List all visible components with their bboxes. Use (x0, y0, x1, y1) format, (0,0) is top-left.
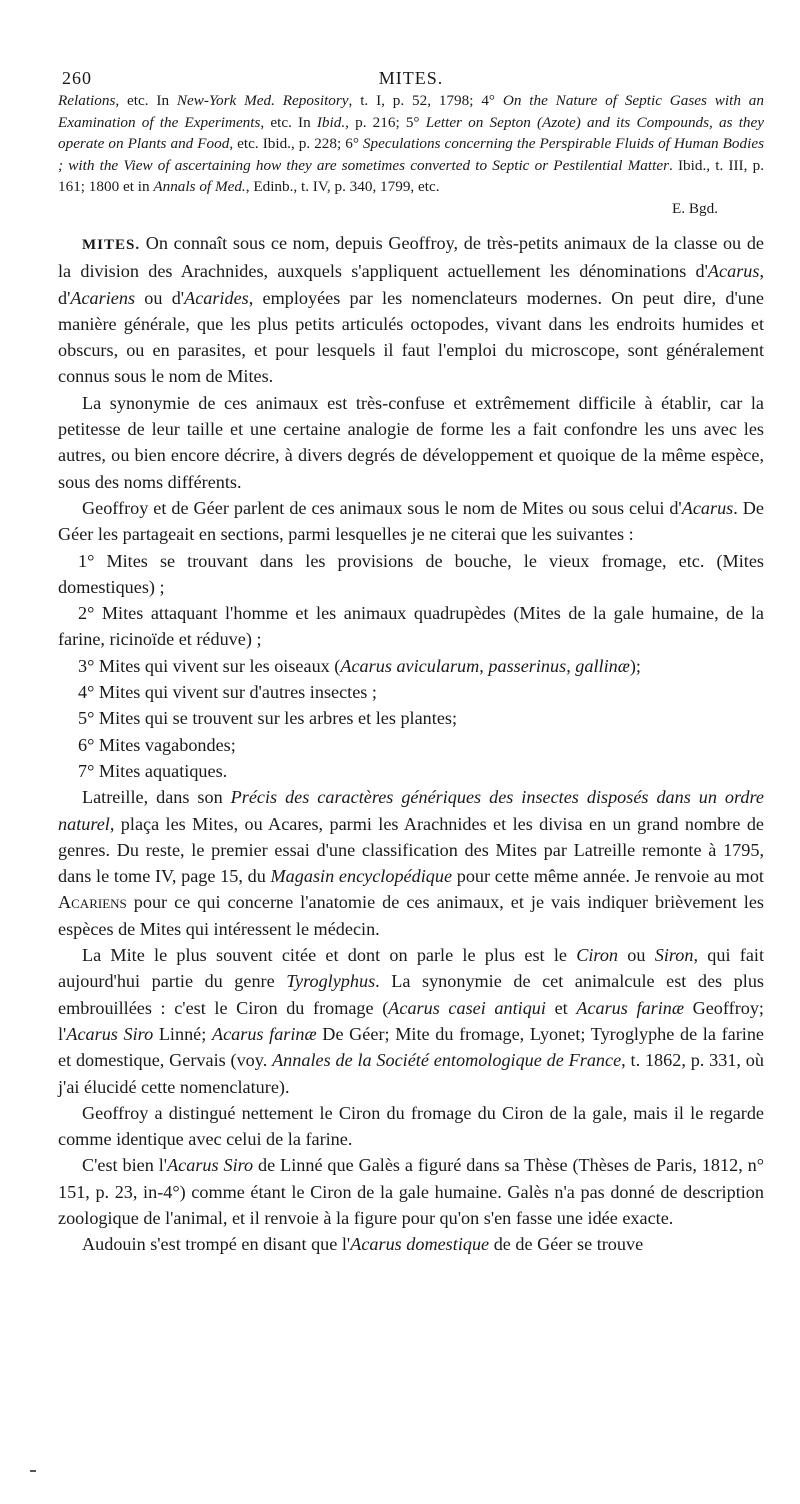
biblio-text: , Edinb., t. IV, p. 340, 1799, etc. (245, 178, 440, 195)
text-run: de Linné que Galès a figuré dans sa Thèse (Thèses de Paris, 1812, n° 151, p. 23, in-4°) comme étant le Ciron de la gale humaine. Galès n'a pas donné de description zoologique de l'animal, et il renvoie à la figure pour qu'on s'en fasse une idée exacte. (58, 1155, 765, 1228)
page (58, 56, 764, 1258)
list-item: 1° Mites se trouvant dans les provisions de bouche, le vieux fromage, etc. (Mites domestiques) ; (58, 550, 764, 597)
italic-run: Acarus farinæ (576, 997, 684, 1018)
paragraph-gales (58, 1152, 764, 1231)
text-run: , employées par les nomenclateurs modernes. On peut dire, d'une manière générale, que les plus petits articulés octopodes, vivant dans les endroits humides et obscurs, ou en parasites, et pour lesquels il faut l'emploi du microscope, sont généralement connus sous le nom de Mites. (58, 287, 764, 387)
italic-run: Acarus avicularum, passerinus, gallinæ (340, 655, 630, 676)
text-run: Linné; (153, 1023, 212, 1044)
biblio-text: , etc. In (115, 92, 177, 109)
text-run: Latreille, dans son (82, 787, 231, 808)
text-run: Audouin s'est trompé en disant que l' (82, 1234, 351, 1255)
text-run: , t. 1862, p. 331, où j'ai élucidé cette nomenclature). (58, 1050, 764, 1097)
biblio-italic: Letter on Septon (Azote) and its Compounds, as they operate on Plants and Food (58, 113, 764, 152)
text-run: ou (618, 945, 655, 966)
text-run: . De Géer les partageait en sections, parmi lesquelles je ne citerai que les suivantes : (58, 497, 764, 545)
list-item: 4° Mites qui vivent sur d'autres insectes ; (78, 682, 377, 703)
italic-run: Ciron (576, 945, 619, 966)
biblio-text: . Ibid., t. III, p. 161; 1800 et in (58, 156, 764, 195)
paragraph-geoffroy-distinction: Geoffroy a distingué nettement le Ciron du fromage du Ciron de la gale, mais il le regarde comme identique avec celui de la farine. (58, 1102, 764, 1150)
biblio-text: , etc. Ibid., p. 228; 6° (229, 135, 363, 152)
biblio-italic: New-York Med. Repository (176, 92, 349, 109)
italic-run: Acarus Siro (167, 1155, 254, 1176)
italic-run: Précis des caractères génériques des insectes disposés dans un ordre naturel (58, 787, 764, 834)
list-item: 2° Mites attaquant l'homme et les animaux quadrupèdes (Mites de la gale humaine, de la farine, ricinoïde et réduve) ; (58, 603, 764, 650)
biblio-italic: Relations (58, 92, 116, 109)
italic-run: Acarus (707, 261, 760, 282)
list-item: 5° Mites qui se trouvent sur les arbres et les plantes; (78, 708, 458, 729)
italic-run: Siron (654, 945, 694, 966)
text-run: Geoffroy; l' (58, 997, 764, 1044)
italic-run: Acarus domestique (350, 1234, 490, 1255)
italic-run: Acariens (70, 287, 136, 308)
text-run: C'est bien l' (82, 1155, 168, 1176)
biblio-italic: Speculations concerning the Perspirable Fluids of Human Bodies ; with the View of ascertaining how they are sometimes converted to Septic or Pestilential Matter (58, 135, 764, 174)
biblio-italic: Annals of Med. (153, 178, 246, 195)
italic-run: Acarus casei antiqui (388, 997, 546, 1018)
biblio-text: , etc. In (260, 113, 317, 131)
bibliography-text (58, 90, 764, 198)
paragraph-audouin (58, 1231, 764, 1257)
text-run: et (545, 997, 577, 1018)
list-item (58, 653, 764, 679)
running-title: MITES. (378, 68, 444, 88)
text-run: La Mite le plus souvent citée et dont on parle le plus est le (82, 945, 577, 966)
entry-heading: MITES. (82, 237, 141, 253)
italic-run: Tyroglyphus (286, 971, 376, 992)
paragraph-synonymy: La synonymie de ces animaux est très-confuse et extrêmement difficile à établir, car la petitesse de leur taille et une certaine analogie de forme les a fait confondre les uns avec les autres, ou bien encore décrire, à divers degrés de développement et quoique de la même espèce, sous des noms différents. (58, 392, 764, 492)
text-run: pour cette même année. Je renvoie au mot (452, 866, 764, 887)
text-run: , d' (58, 261, 764, 308)
page-number: 260 (62, 68, 92, 88)
text-run: Geoffroy et de Géer parlent de ces animaux sous le nom de Mites ou sous celui d' (82, 497, 682, 518)
list-item: 6° Mites vagabondes; (78, 734, 236, 755)
biblio-italic: On the Nature of Septic Gases with an Examination of the Experiments (58, 92, 764, 131)
italic-run: Annales de la Société entomologique de France (272, 1050, 622, 1071)
author-signature: E. Bgd. (672, 199, 718, 217)
article-body (58, 230, 764, 1258)
text-run: On connaît sous ce nom, depuis Geoffroy, de très-petits animaux de la classe ou de la division des Arachnides, auxquels s'appliquent actuellement les dénominations d' (58, 233, 764, 282)
text-run: ); (629, 655, 641, 676)
italic-run: Acarus Siro (66, 1023, 154, 1044)
biblio-text: , t. I, p. 52, 1798; 4° (348, 92, 503, 109)
text-run: , qui fait aujourd'hui partie du genre (58, 945, 765, 992)
paragraph-latreille (58, 784, 764, 942)
text-run: pour ce qui concerne l'anatomie de ces animaux, et je vais indiquer brièvement les espèces de Mites qui intéressent le médecin. (58, 892, 764, 939)
paragraph-geoffroy-degeer (58, 495, 764, 548)
paragraph-ciron (58, 942, 764, 1100)
biblio-italic: Ibid. (316, 113, 346, 131)
italic-run: Acarus farinæ (211, 1023, 317, 1044)
print-mark (30, 1470, 36, 1472)
paragraph-intro (58, 230, 764, 390)
text-run: , plaça les Mites, ou Acares, parmi les Arachnides et les divisa en un grand nombre de genres. Du reste, le premier essai d'une classification des Mites par Latreille remonte à 1795, dans le tome IV, page 15, du (58, 813, 764, 887)
text-run: 3° Mites qui vivent sur les oiseaux ( (78, 655, 341, 676)
page-header (58, 56, 764, 90)
text-run: de de Géer se trouve (489, 1234, 644, 1255)
bibliography-continuation (58, 90, 764, 219)
italic-run: Magasin encyclopédique (270, 866, 453, 887)
text-run: De Géer; Mite du fromage, Lyonet; Tyroglyphe de la farine et domestique, Gervais (voy. (58, 1023, 764, 1071)
italic-run: Acarides (184, 287, 249, 308)
smallcaps-run: Acariens (58, 892, 127, 913)
text-run: . La synonymie de cet animalcule est des plus embrouillées : c'est le Ciron du fromage ( (58, 971, 764, 1018)
list-item: 7° Mites aquatiques. (78, 760, 228, 781)
italic-run: Acarus (681, 497, 734, 518)
biblio-text: , p. 216; 5° (345, 113, 426, 131)
text-run: ou d' (135, 287, 185, 308)
